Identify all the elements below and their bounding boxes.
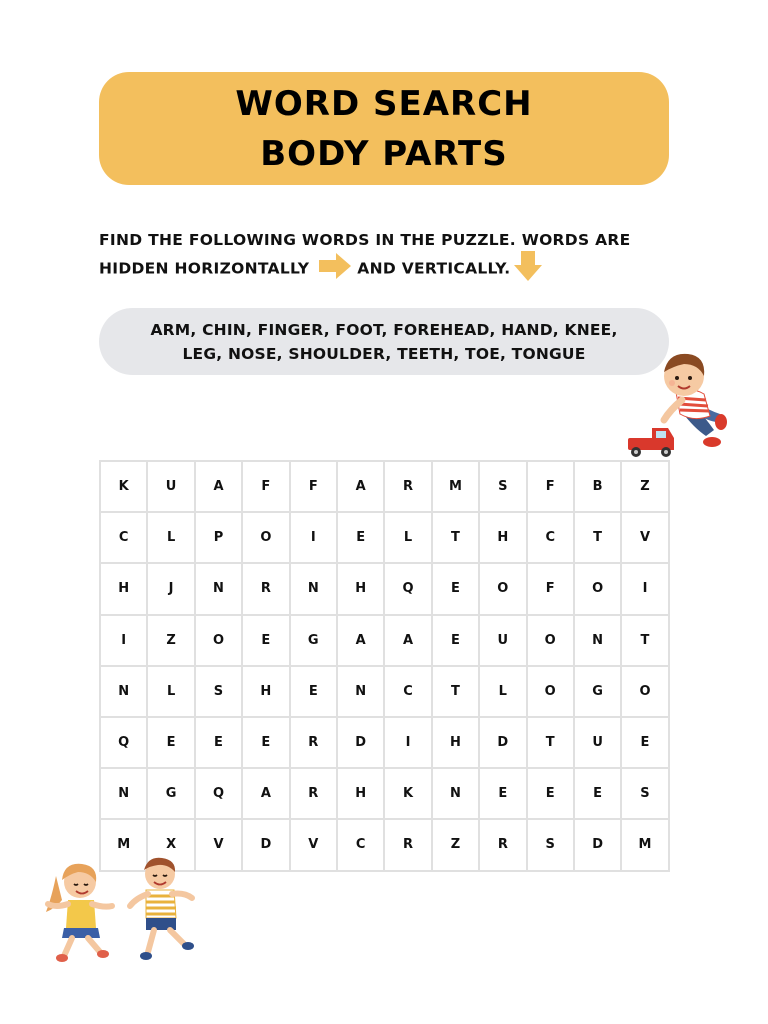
grid-cell: D: [338, 718, 385, 769]
grid-cell: K: [101, 462, 148, 513]
grid-cell: F: [243, 462, 290, 513]
grid-cell: Q: [385, 564, 432, 615]
kids-running-illustration: [42, 856, 202, 964]
grid-cell: S: [196, 667, 243, 718]
grid-cell: M: [433, 462, 480, 513]
instructions-line2: [99, 251, 679, 287]
grid-cell: C: [338, 820, 385, 871]
word-list-box: [99, 308, 669, 375]
grid-cell: L: [480, 667, 527, 718]
grid-cell: S: [528, 820, 575, 871]
grid-cell: E: [528, 769, 575, 820]
grid-cell: N: [433, 769, 480, 820]
grid-cell: A: [243, 769, 290, 820]
grid-cell: O: [243, 513, 290, 564]
grid-cell: N: [101, 667, 148, 718]
grid-cell: T: [622, 616, 669, 667]
grid-cell: C: [528, 513, 575, 564]
grid-cell: T: [433, 513, 480, 564]
grid-cell: L: [148, 667, 195, 718]
grid-cell: P: [196, 513, 243, 564]
instructions: [99, 229, 679, 287]
grid-cell: K: [385, 769, 432, 820]
grid-cell: D: [575, 820, 622, 871]
grid-cell: R: [291, 769, 338, 820]
grid-cell: M: [101, 820, 148, 871]
grid-cell: S: [622, 769, 669, 820]
grid-cell: C: [385, 667, 432, 718]
grid-cell: T: [528, 718, 575, 769]
grid-cell: E: [622, 718, 669, 769]
grid-cell: I: [101, 616, 148, 667]
grid-cell: R: [480, 820, 527, 871]
grid-cell: N: [291, 564, 338, 615]
grid-cell: O: [528, 667, 575, 718]
grid-cell: Z: [622, 462, 669, 513]
instructions-line1: FIND THE FOLLOWING WORDS IN THE PUZZLE. WORDS ARE: [99, 231, 631, 249]
instructions-horizontal-text: HIDDEN HORIZONTALLY: [99, 259, 310, 278]
word-search-grid: [99, 460, 670, 872]
grid-cell: I: [385, 718, 432, 769]
grid-cell: L: [148, 513, 195, 564]
grid-cell: O: [528, 616, 575, 667]
grid-cell: A: [338, 462, 385, 513]
grid-cell: Z: [148, 616, 195, 667]
grid-cell: A: [196, 462, 243, 513]
grid-cell: Z: [433, 820, 480, 871]
grid-cell: H: [480, 513, 527, 564]
grid-cell: H: [101, 564, 148, 615]
grid-cell: E: [148, 718, 195, 769]
word-list-line1: ARM, CHIN, FINGER, FOOT, FOREHEAD, HAND, KNEE,: [150, 320, 618, 339]
grid-cell: O: [196, 616, 243, 667]
grid-cell: M: [622, 820, 669, 871]
grid-cell: N: [338, 667, 385, 718]
grid-cell: L: [385, 513, 432, 564]
grid-cell: E: [480, 769, 527, 820]
page-title-line2: BODY PARTS: [260, 133, 508, 174]
arrow-right-icon: [319, 253, 351, 285]
grid-cell: D: [480, 718, 527, 769]
grid-cell: R: [243, 564, 290, 615]
grid-cell: A: [338, 616, 385, 667]
grid-cell: N: [575, 616, 622, 667]
grid-cell: O: [575, 564, 622, 615]
grid-cell: E: [338, 513, 385, 564]
grid-cell: G: [575, 667, 622, 718]
page-title-line1: WORD SEARCH: [235, 83, 533, 124]
grid-cell: Q: [196, 769, 243, 820]
grid-cell: J: [148, 564, 195, 615]
grid-cell: B: [575, 462, 622, 513]
grid-cell: H: [433, 718, 480, 769]
grid-cell: E: [243, 718, 290, 769]
grid-cell: U: [148, 462, 195, 513]
grid-cell: O: [622, 667, 669, 718]
grid-cell: E: [433, 616, 480, 667]
grid-cell: R: [291, 718, 338, 769]
word-list-line2: LEG, NOSE, SHOULDER, TEETH, TOE, TONGUE: [182, 344, 586, 363]
grid-cell: D: [243, 820, 290, 871]
grid-cell: R: [385, 462, 432, 513]
grid-cell: E: [433, 564, 480, 615]
grid-cell: E: [291, 667, 338, 718]
grid-cell: H: [243, 667, 290, 718]
grid-cell: O: [480, 564, 527, 615]
grid-cell: U: [575, 718, 622, 769]
grid-cell: V: [622, 513, 669, 564]
grid-cell: F: [528, 462, 575, 513]
grid-cell: R: [385, 820, 432, 871]
grid-cell: G: [148, 769, 195, 820]
boy-with-truck-illustration: [624, 350, 728, 460]
grid-cell: T: [433, 667, 480, 718]
arrow-down-icon: [514, 251, 542, 287]
grid-cell: C: [101, 513, 148, 564]
title-banner: [99, 72, 669, 185]
grid-cell: Q: [101, 718, 148, 769]
grid-cell: V: [291, 820, 338, 871]
grid-cell: E: [575, 769, 622, 820]
grid-cell: H: [338, 769, 385, 820]
grid-cell: E: [196, 718, 243, 769]
grid-cell: F: [528, 564, 575, 615]
grid-cell: H: [338, 564, 385, 615]
grid-cell: X: [148, 820, 195, 871]
grid-cell: I: [291, 513, 338, 564]
grid-cell: V: [196, 820, 243, 871]
grid-cell: T: [575, 513, 622, 564]
instructions-vertical-text: AND VERTICALLY.: [357, 259, 511, 278]
grid-cell: G: [291, 616, 338, 667]
grid-cell: E: [243, 616, 290, 667]
grid-cell: I: [622, 564, 669, 615]
grid-cell: S: [480, 462, 527, 513]
grid-cell: N: [196, 564, 243, 615]
grid-cell: F: [291, 462, 338, 513]
grid-cell: A: [385, 616, 432, 667]
grid-cell: N: [101, 769, 148, 820]
grid-cell: U: [480, 616, 527, 667]
